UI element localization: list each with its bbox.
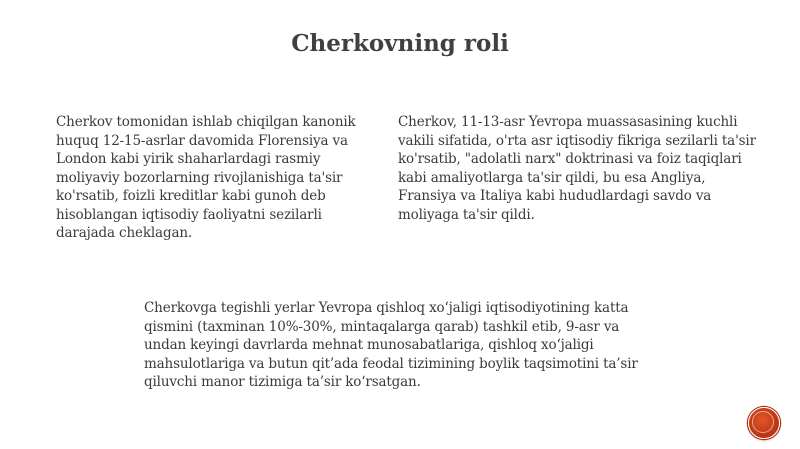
paragraph-left: Cherkov tomonidan ishlab chiqilgan kanonik huquq 12-15-asrlar davomida Florensiya va London kabi yirik shaharlardagi rasmiy moliyaviy bozorlarning rivojlanishiga ta'sir ko'rsatib, foizli kreditlar kabi gunoh deb hisoblangan iqtisodiy faoliyatni sezilarli darajada cheklagan. <box>56 114 356 241</box>
next-slide-button[interactable] <box>748 407 780 439</box>
paragraph-right: Cherkov, 11-13-asr Yevropa muassasasining kuchli vakili sifatida, o'rta asr iqtisodiy fikriga sezilarli ta'sir ko'rsatib, "adolatli narx" doktrinasi va foiz taqiqlari kabi amaliyotlarga ta'sir qildi, bu esa Angliya, Fransiya va Italiya kabi hududlardagi savdo va moliyaga ta'sir qildi. <box>398 114 756 223</box>
circle-nav-icon <box>752 411 774 433</box>
paragraph-bottom: Cherkovga tegishli yerlar Yevropa qishloq xo‘jaligi iqtisodiyotining katta qismini (taxminan 10%-30%, mintaqalarga qarab) tashkil etib, 9-asr va undan keyingi davrlarda mehnat munosabatlariga, qishloq xo‘jaligi mahsulotlariga va butun qit’ada feodal tizimining boylik taqsimotini ta’sir qiluvchi manor tizimiga ta’sir ko‘rsatgan. <box>144 300 638 390</box>
slide-title: Cherkovning roli <box>291 30 509 57</box>
